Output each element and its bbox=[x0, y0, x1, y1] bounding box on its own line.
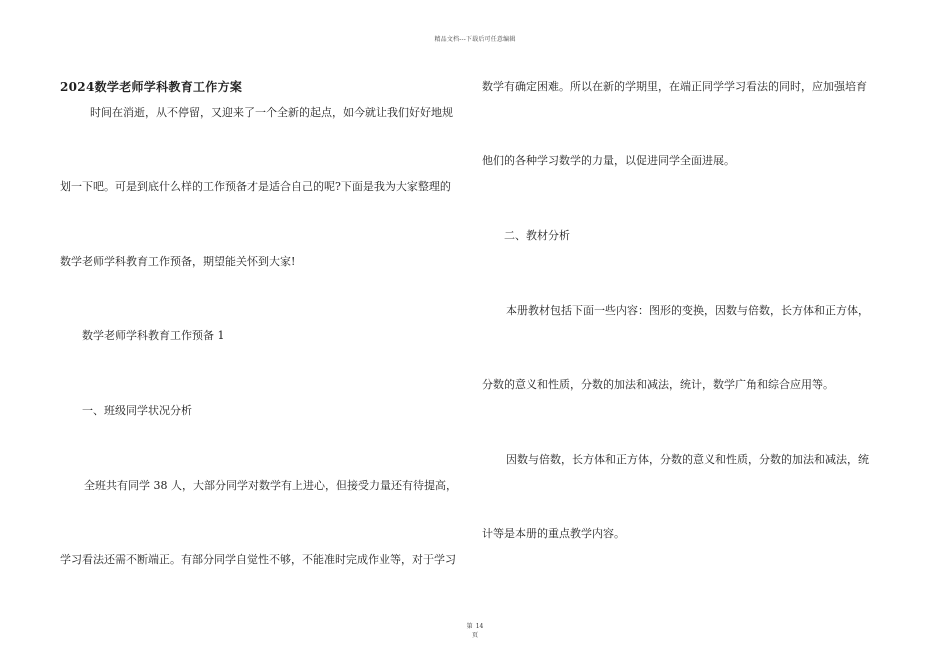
section-heading: 一、班级同学状况分析 bbox=[82, 404, 192, 417]
paragraph-line: 学习看法还需不断端正。有部分同学自觉性不够，不能准时完成作业等，对于学习 bbox=[60, 553, 456, 566]
paragraph-line: 全班共有同学 38 人，大部分同学对数学有上进心，但接受力量还有待提高， bbox=[84, 479, 457, 492]
page-label-prefix: 第 bbox=[466, 623, 473, 630]
section-heading: 数学老师学科教育工作预备 1 bbox=[82, 329, 225, 342]
page-footer bbox=[0, 622, 950, 640]
page-number: 14 bbox=[475, 623, 484, 630]
page-number-line bbox=[0, 622, 950, 631]
document-title: 2024数学老师学科教育工作方案 bbox=[60, 80, 243, 94]
page-header: 精品文档---下载后可任意编辑 bbox=[434, 36, 516, 43]
paragraph-line: 划一下吧。可是到底什么样的工作预备才是适合自己的呢?下面是我为大家整理的 bbox=[60, 180, 451, 193]
paragraph-line: 他们的各种学习数学的力量，以促进同学全面进展。 bbox=[482, 154, 735, 167]
paragraph-line: 数学有确定困难。所以在新的学期里，在端正同学学习看法的同时，应加强培育 bbox=[482, 80, 867, 93]
paragraph-line: 分数的意义和性质，分数的加法和减法，统计，数学广角和综合应用等。 bbox=[482, 378, 834, 391]
paragraph-line: 本册教材包括下面一些内容：图形的变换，因数与倍数，长方体和正方体， bbox=[506, 304, 869, 317]
paragraph-line: 数学老师学科教育工作预备，期望能关怀到大家! bbox=[60, 255, 296, 268]
section-heading: 二、教材分析 bbox=[504, 229, 570, 242]
paragraph-line: 时间在消逝，从不停留，又迎来了一个全新的起点，如今就让我们好好地规 bbox=[90, 106, 453, 119]
paragraph-line: 计等是本册的重点教学内容。 bbox=[482, 527, 625, 540]
paragraph-line: 因数与倍数，长方体和正方体，分数的意义和性质，分数的加法和减法，统 bbox=[506, 453, 869, 466]
page-label-suffix: 页 bbox=[471, 632, 478, 639]
